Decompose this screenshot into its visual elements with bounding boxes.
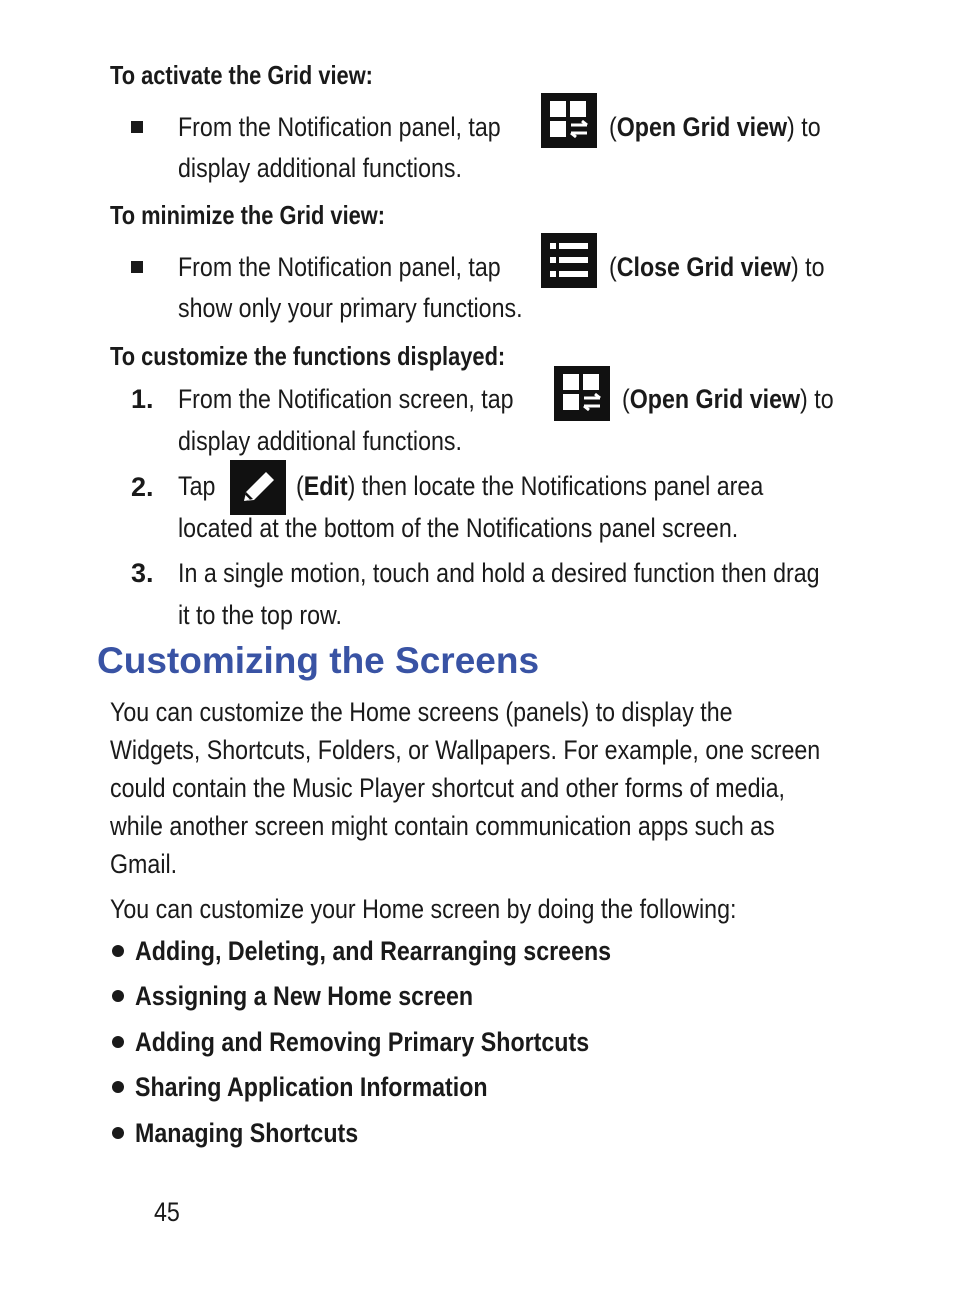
section-heading-customize-functions: To customize the functions displayed: bbox=[110, 341, 506, 371]
step-text: From the Notification screen, tap bbox=[178, 384, 514, 414]
instruction-text-tail: (Close Grid view) to bbox=[609, 252, 825, 282]
ui-term-close-grid-view: Close Grid view bbox=[616, 252, 791, 282]
bullet-item: Managing Shortcuts bbox=[135, 1118, 359, 1148]
instruction-text-pre: From the Notification panel, tap bbox=[178, 112, 501, 142]
instruction-text-post: ) to bbox=[787, 112, 821, 142]
bullet-dot bbox=[112, 1036, 124, 1048]
ui-term-open-grid-view: Open Grid view bbox=[629, 384, 801, 414]
section-title: Customizing the Screens bbox=[97, 640, 540, 681]
bullet-item: Assigning a New Home screen bbox=[135, 981, 474, 1011]
instruction-text bbox=[178, 106, 501, 148]
square-bullet bbox=[131, 261, 143, 273]
ui-term-open-grid-view: Open Grid view bbox=[616, 112, 788, 142]
instruction-text-tail: (Open Grid view) to bbox=[609, 112, 821, 142]
step-number: 3. bbox=[131, 558, 154, 588]
instruction-text bbox=[178, 246, 501, 288]
bullet-item: Adding and Removing Primary Shortcuts bbox=[135, 1027, 590, 1057]
instruction-text-line2: show only your primary functions. bbox=[178, 293, 523, 323]
section-heading-minimize-grid: To minimize the Grid view: bbox=[110, 200, 386, 230]
section-heading-activate-grid: To activate the Grid view: bbox=[110, 60, 373, 90]
paragraph-line: while another screen might contain communication apps such as bbox=[110, 811, 775, 841]
step-text: Tap bbox=[178, 471, 216, 501]
bullet-dot bbox=[112, 990, 124, 1002]
instruction-text-line2: display additional functions. bbox=[178, 153, 462, 183]
grid-swap-icon bbox=[541, 93, 597, 148]
step-text: In a single motion, touch and hold a desired function then drag bbox=[178, 558, 820, 588]
bullet-dot bbox=[112, 1127, 124, 1139]
step-text-tail: (Edit) then locate the Notifications panel area bbox=[296, 471, 764, 501]
step-text-post: ) to bbox=[800, 384, 834, 414]
step-text-tail: (Open Grid view) to bbox=[622, 384, 834, 414]
bullet-item: Adding, Deleting, and Rearranging screens bbox=[135, 936, 612, 966]
paragraph-line: Gmail. bbox=[110, 849, 178, 879]
square-bullet bbox=[131, 121, 143, 133]
instruction-text-post: ) to bbox=[790, 252, 825, 282]
step-text-line2: it to the top row. bbox=[178, 600, 342, 630]
page-number: 45 bbox=[154, 1197, 180, 1227]
instruction-text-pre: From the Notification panel, tap bbox=[178, 252, 501, 282]
step-number: 1. bbox=[131, 384, 154, 414]
step-number: 2. bbox=[131, 472, 154, 502]
bullet-item: Sharing Application Information bbox=[135, 1072, 488, 1102]
ui-term-edit: Edit bbox=[303, 471, 348, 501]
step-text-line2: located at the bottom of the Notifications panel screen. bbox=[178, 513, 739, 543]
bullet-dot bbox=[112, 945, 124, 957]
paragraph-line: could contain the Music Player shortcut and other forms of media, bbox=[110, 773, 786, 803]
paragraph-line: Widgets, Shortcuts, Folders, or Wallpapers. For example, one screen bbox=[110, 735, 821, 765]
bullet-dot bbox=[112, 1081, 124, 1093]
intro-text: You can customize your Home screen by doing the following: bbox=[110, 894, 737, 924]
grid-swap-icon bbox=[554, 366, 610, 421]
list-icon bbox=[541, 233, 597, 288]
step-text-post: ) then locate the Notifications panel area bbox=[347, 471, 764, 501]
step-text-line2: display additional functions. bbox=[178, 426, 462, 456]
paragraph-line: You can customize the Home screens (panels) to display the bbox=[110, 697, 733, 727]
